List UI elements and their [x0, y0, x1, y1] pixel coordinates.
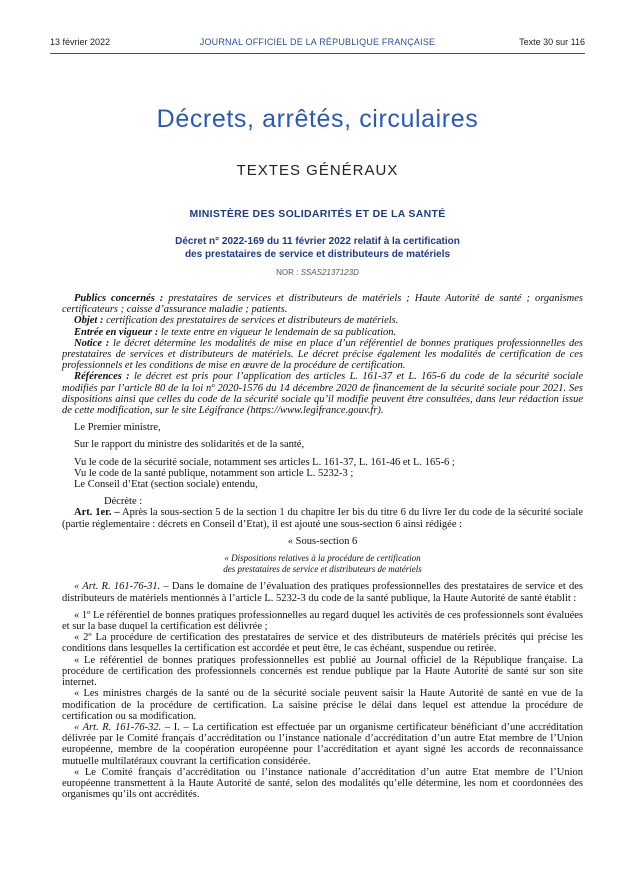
preamble-line: Le Premier ministre, [74, 422, 161, 434]
subsection-desc2: des prestataires de service et distributeurs de matériels [223, 564, 422, 575]
notice-references: Références : le décret est pris pour l’application des articles L. 161-37 et L. 165-6 du code de la sécurité sociale modifiés par l’article 80 de la loi nº 2020-1576 du 14 décembre 2020 de financement de la sécurité sociale pour 2021. Ses dispositions ainsi que celles du code de la sécurité sociale qu’il modifie peuvent être consultées, dans leur rédaction issue de cette modification, sur le site Légifrance (https://www.legifrance.gouv.fr). [62, 371, 583, 417]
subsection-title: « Sous-section 6 [287, 535, 358, 547]
section-title: Décrets, arrêtés, circulaires [156, 105, 479, 133]
article-paragraph: « Le référentiel de bonnes pratiques professionnelles est publié au Journal officiel de la République française. La procédure de certification des professionnels concernés est rendue publique par la Haute Autorité de santé sur son site internet. [62, 654, 583, 689]
header-date: 13 février 2022 [50, 37, 111, 47]
header-rule [50, 53, 585, 54]
article-paragraph: « 1º Le référentiel de bonnes pratiques professionnelles au regard duquel les activités de ces professionnels sont évaluées et sur la base duquel la certification est délivrée ; [62, 609, 583, 633]
notice-notice: Notice : le décret détermine les modalités de mise en place d’un référentiel de bonnes pratiques professionnelles des prestataires de services et distributeurs de matériels. Le décret précise également les modalités de certification de ces professionnels et les conditions de mise en œuvre de la procédure de certification. [62, 337, 583, 372]
article-paragraph: « Art. R. 161-76-32. – I. – La certification est effectuée par un organisme certificateur bénéficiant d’une accréditation délivrée par le Comité français d’accréditation ou l’instance nationale d’accréditation d’un autre Etat membre de l’Union européenne, membre de la coopération européenne pour l’accréditation et ayant signé les accords de reconnaissance mutuelle multilatéraux couvrant la certification considérée. [62, 721, 584, 767]
header-page-number: Texte 30 sur 116 [519, 37, 585, 47]
notice-entree: Entrée en vigueur : le texte entre en vigueur le lendemain de sa publication. [74, 326, 397, 338]
decrete-label: Décrète : [104, 496, 143, 508]
article-paragraph: « 2º La procédure de certification des prestataires de service et des distributeurs de matériels précités qui précise les conditions dans lesquelles la certification est accordée et peut être, le cas échéant, suspendue ou retirée. [62, 632, 583, 655]
nor-label: NOR : [276, 268, 299, 277]
notice-objet: Objet : certification des prestataires de services et distributeurs de matériels. [74, 315, 399, 327]
nor-code: SSAS2137123D [300, 268, 359, 277]
decree-title-line1: Décret n° 2022-169 du 11 février 2022 relatif à la certification [175, 236, 460, 247]
header-journal: JOURNAL OFFICIEL DE LA RÉPUBLIQUE FRANÇAISE [199, 37, 436, 47]
ministry-name: MINISTÈRE DES SOLIDARITÉS ET DE LA SANTÉ [189, 208, 446, 220]
article-paragraph: « Les ministres chargés de la santé ou de la sécurité sociale peuvent saisir la Haute Autorité de santé en vue de la modification de la procédure de certification. La saisine précise le délai dans lequel est attendue la procédure de certification ou sa modification. [62, 688, 583, 722]
notice-publics: Publics concernés : prestataires de services et distributeurs de matériels ; Haute Autorité de santé ; organismes certificateurs ; caisse d’assurance maladie ; patients. [62, 293, 584, 316]
subsection-desc1: « Dispositions relatives à la procédure de certification [224, 553, 421, 564]
preamble-line: Vu le code de la santé publique, notamment son article L. 5232-3 ; [74, 467, 354, 479]
article-1: Art. 1er. – Après la sous-section 5 de la section 1 du chapitre Ier bis du titre 6 du livre Ier du code de la sécurité sociale (partie réglementaire : décrets en Conseil d’Etat), il est ajouté une sous-section 6 ainsi rédigée : [62, 507, 583, 530]
page-header [50, 37, 585, 51]
article-paragraph: « Art. R. 161-76-31. – Dans le domaine de l’évaluation des pratiques professionnelles des prestataires de service et des distributeurs de matériels mentionnés à l’article L. 5232-3 du code de la santé publique, la Haute Autorité de santé établit : [62, 581, 583, 604]
decree-title-line2: des prestataires de service et distributeurs de matériels [184, 248, 451, 260]
article-paragraph: « Le Comité français d’accréditation ou l’instance nationale d’accréditation d’un autre Etat membre de l’Union européenne transmettent à la Haute Autorité de santé, selon des modalités qu’elle détermine, les nom et coordonnées des organismes qu’ils ont accrédités. [62, 766, 583, 801]
preamble-line: Sur le rapport du ministre des solidarités et de la santé, [74, 439, 305, 451]
nor-reference [0, 268, 635, 277]
preamble-line: Le Conseil d’Etat (section sociale) entendu, [74, 479, 258, 491]
decree-title [0, 236, 635, 261]
document-body [62, 293, 583, 800]
preamble-line: Vu le code de la sécurité sociale, notamment ses articles L. 161-37, L. 161-46 et L. 165-6 ; [74, 456, 455, 468]
section-subtitle: TEXTES GÉNÉRAUX [236, 162, 399, 179]
